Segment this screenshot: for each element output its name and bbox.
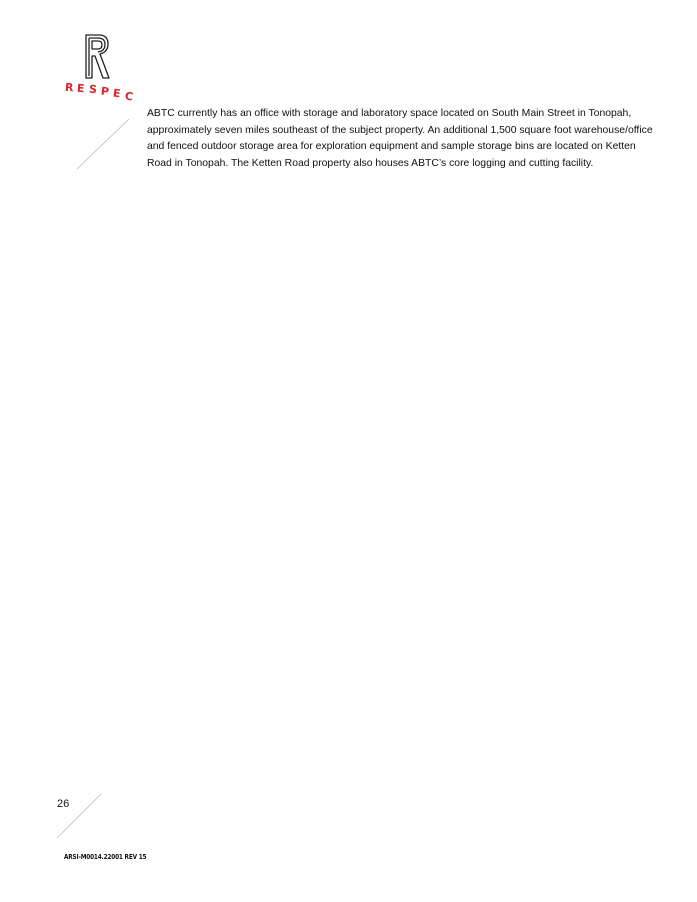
decorative-diagonal-line-top [76, 118, 130, 170]
document-id: ARSI-M0014.22001 REV 15 [64, 853, 147, 861]
svg-text:R: R [64, 80, 74, 95]
svg-text:E: E [112, 86, 122, 101]
page-number: 26 [57, 798, 70, 810]
svg-text:E: E [76, 81, 86, 96]
respec-r-logo-icon [82, 32, 112, 80]
svg-text:C: C [123, 89, 135, 104]
svg-text:S: S [88, 82, 98, 97]
body-paragraph: ABTC currently has an office with storage and laboratory space located on South Main Street in Tonopah, approximately seven miles southeast of the subject property. An additional 1,500 square foot warehouse/office and fenced outdoor storage area for exploration equipment and sample storage bins are located on Ketten Road in Tonopah. The Ketten Road property also houses ABTC’s core logging and cutting facility. [147, 108, 653, 169]
respec-wordmark-logo [64, 80, 136, 106]
svg-text:P: P [100, 84, 110, 99]
